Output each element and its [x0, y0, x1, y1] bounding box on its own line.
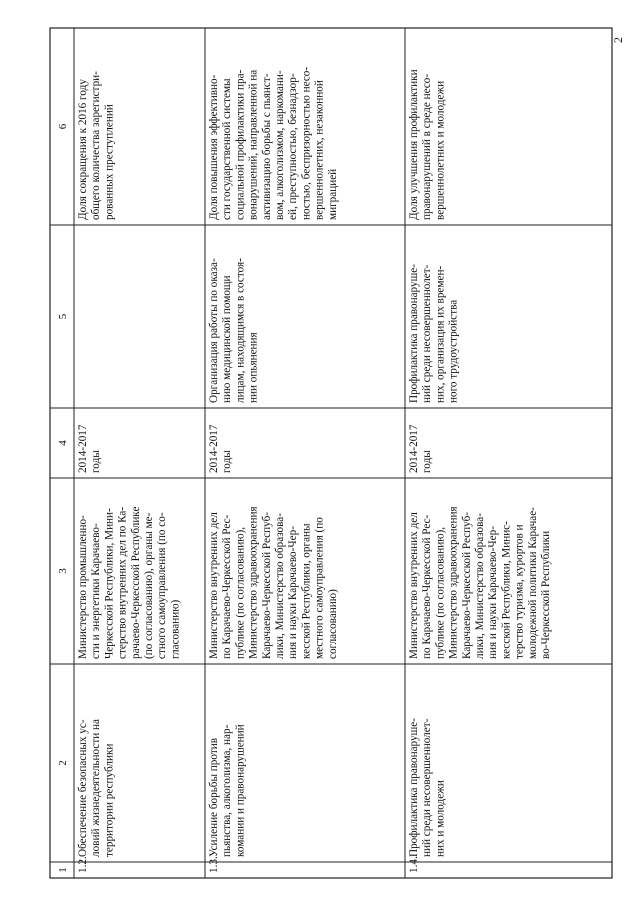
cell-text-result: вом, алкоголизмом, наркомани-	[274, 70, 286, 220]
cell-text-executors: местного самоуправления (по	[313, 517, 326, 659]
cell-text-executors: публике (по согласованию),	[234, 526, 247, 659]
cell-text-measure: Профилактика правонаруше-	[408, 264, 420, 403]
cell-text-task: ловий жизнедеятельности на	[90, 719, 103, 857]
column-header: 2	[57, 760, 69, 766]
cell-text-executors: ния и науки Карачаево-Чер-	[487, 526, 500, 659]
column-header: 5	[57, 313, 69, 320]
cell-text-executors: кесской Республики, органы	[300, 523, 313, 659]
cell-text-executors: Министерство внутренних дел	[408, 512, 420, 659]
cell-text-measure: ний среди несовершеннолет-	[421, 264, 434, 403]
cell-text-executors: ния и науки Карачаево-Чер-	[287, 526, 300, 659]
cell-text-result: социальной профилактики пра-	[234, 69, 247, 220]
cell-text-result: вонарушений, направленной на	[247, 69, 260, 220]
cell-text-result: вершеннолетних и молодежи	[434, 80, 447, 220]
cell-text-period: 2014-2017	[208, 424, 220, 473]
cell-text-executors: во-Черкесской Республики	[540, 530, 552, 659]
cell-text-period: 2014-2017	[408, 424, 420, 473]
cell-text-num: 1.2.	[77, 856, 89, 873]
cell-text-task: Обеспечение безопасных ус-	[77, 719, 89, 857]
cell-text-executors: Черкесской Республики, Мини-	[103, 508, 116, 659]
cell-text-executors: рачаево-Черкесской Республике	[129, 506, 142, 659]
column-header: 1	[57, 867, 69, 873]
cell-text-executors: (по согласованию), органы ме-	[143, 512, 155, 659]
cell-text-executors: по Карачаево-Черкесской Рес-	[421, 514, 434, 659]
cell-text-measure: ного трудоустройства	[447, 299, 460, 403]
cell-text-task: комании и правонарушений	[234, 724, 247, 857]
cell-text-result: правонарушений в среде несо-	[421, 73, 434, 220]
cell-text-task: территории республики	[103, 743, 116, 857]
cell-text-executors: Карачаево-Черкесской Респуб-	[460, 511, 473, 659]
cell-text-task: Профилактика правонаруше-	[408, 718, 420, 857]
cell-text-executors: публике (по согласованию),	[434, 526, 447, 659]
cell-text-task: ний среди несовершеннолет-	[421, 718, 434, 857]
cell-text-executors: стерство внутренних дел по Ка-	[116, 506, 129, 659]
page-number: 2	[611, 37, 625, 43]
cell-text-result: Доля сокращения к 2016 году	[77, 79, 89, 220]
cell-text-task: них и молодежи	[434, 780, 447, 857]
cell-text-executors: Министерство внутренних дел	[208, 512, 220, 659]
cell-text-result: общего количества зарегистри-	[90, 71, 103, 220]
column-header: 3	[57, 568, 69, 574]
cell-text-result: Доля улучшения профилактики	[408, 69, 420, 220]
column-header: 6	[57, 123, 69, 130]
cell-text-num: 1.3.	[208, 856, 220, 873]
cell-text-result: ей, преступностью, безнадзор-	[287, 73, 300, 220]
cell-text-result: рованных преступлений	[103, 104, 116, 220]
cell-text-period: годы	[90, 450, 103, 473]
cell-text-result: ностью, беспризорностью несо-	[300, 66, 313, 220]
cell-text-executors: гласованию)	[169, 599, 182, 659]
cell-text-executors: согласованию)	[326, 589, 339, 659]
cell-text-task: пьянства, алкоголизма, нар-	[221, 724, 234, 857]
cell-text-executors: молодежной политики Карачае-	[526, 507, 539, 659]
cell-text-period: годы	[421, 450, 434, 473]
cell-text-executors: лики, Министерство образова-	[474, 513, 486, 659]
cell-text-period: годы	[221, 450, 234, 473]
cell-text-measure: нии опьянения	[247, 332, 260, 403]
cell-text-measure: лицам, находящимся в состоя-	[234, 258, 247, 403]
cell-text-result: Доля повышения эффективно-	[208, 74, 220, 220]
cell-text-result: вершеннолетних, незаконной	[313, 80, 326, 220]
cell-text-result: миграцией	[326, 168, 339, 220]
cell-text-executors: кесской Республики, Минис-	[500, 521, 513, 659]
cell-text-measure: нию медицинской помощи	[221, 275, 234, 403]
column-header: 4	[57, 440, 69, 446]
cell-text-period: 2014-2017	[77, 424, 89, 473]
cell-text-executors: Министерство промышленно-	[77, 515, 89, 659]
cell-text-executors: Карачаево-Черкесской Респуб-	[260, 511, 273, 659]
cell-text-executors: стного самоуправления (по со-	[156, 512, 169, 659]
cell-text-task: Усиление борьбы против	[208, 738, 220, 857]
cell-text-result: сти государственной системы	[221, 78, 234, 220]
cell-text-result: активизацию борьбы с пьянст-	[260, 73, 273, 220]
cell-text-executors: Министерство здравоохранения	[247, 506, 260, 659]
cell-text-measure: Организация работы по оказа-	[208, 258, 220, 403]
cell-text-executors: Министерство здравоохранения	[447, 506, 460, 659]
cell-text-executors: терство туризма, курортов и	[513, 524, 526, 659]
cell-text-executors: по Карачаево-Черкесской Рес-	[221, 514, 234, 659]
cell-text-executors: лики, Министерство образова-	[274, 513, 286, 659]
cell-text-num: 1.4.	[408, 856, 420, 873]
cell-text-measure: них, организация их времен-	[434, 265, 447, 403]
cell-text-executors: сти и энергетики Карачаево-	[90, 523, 103, 659]
